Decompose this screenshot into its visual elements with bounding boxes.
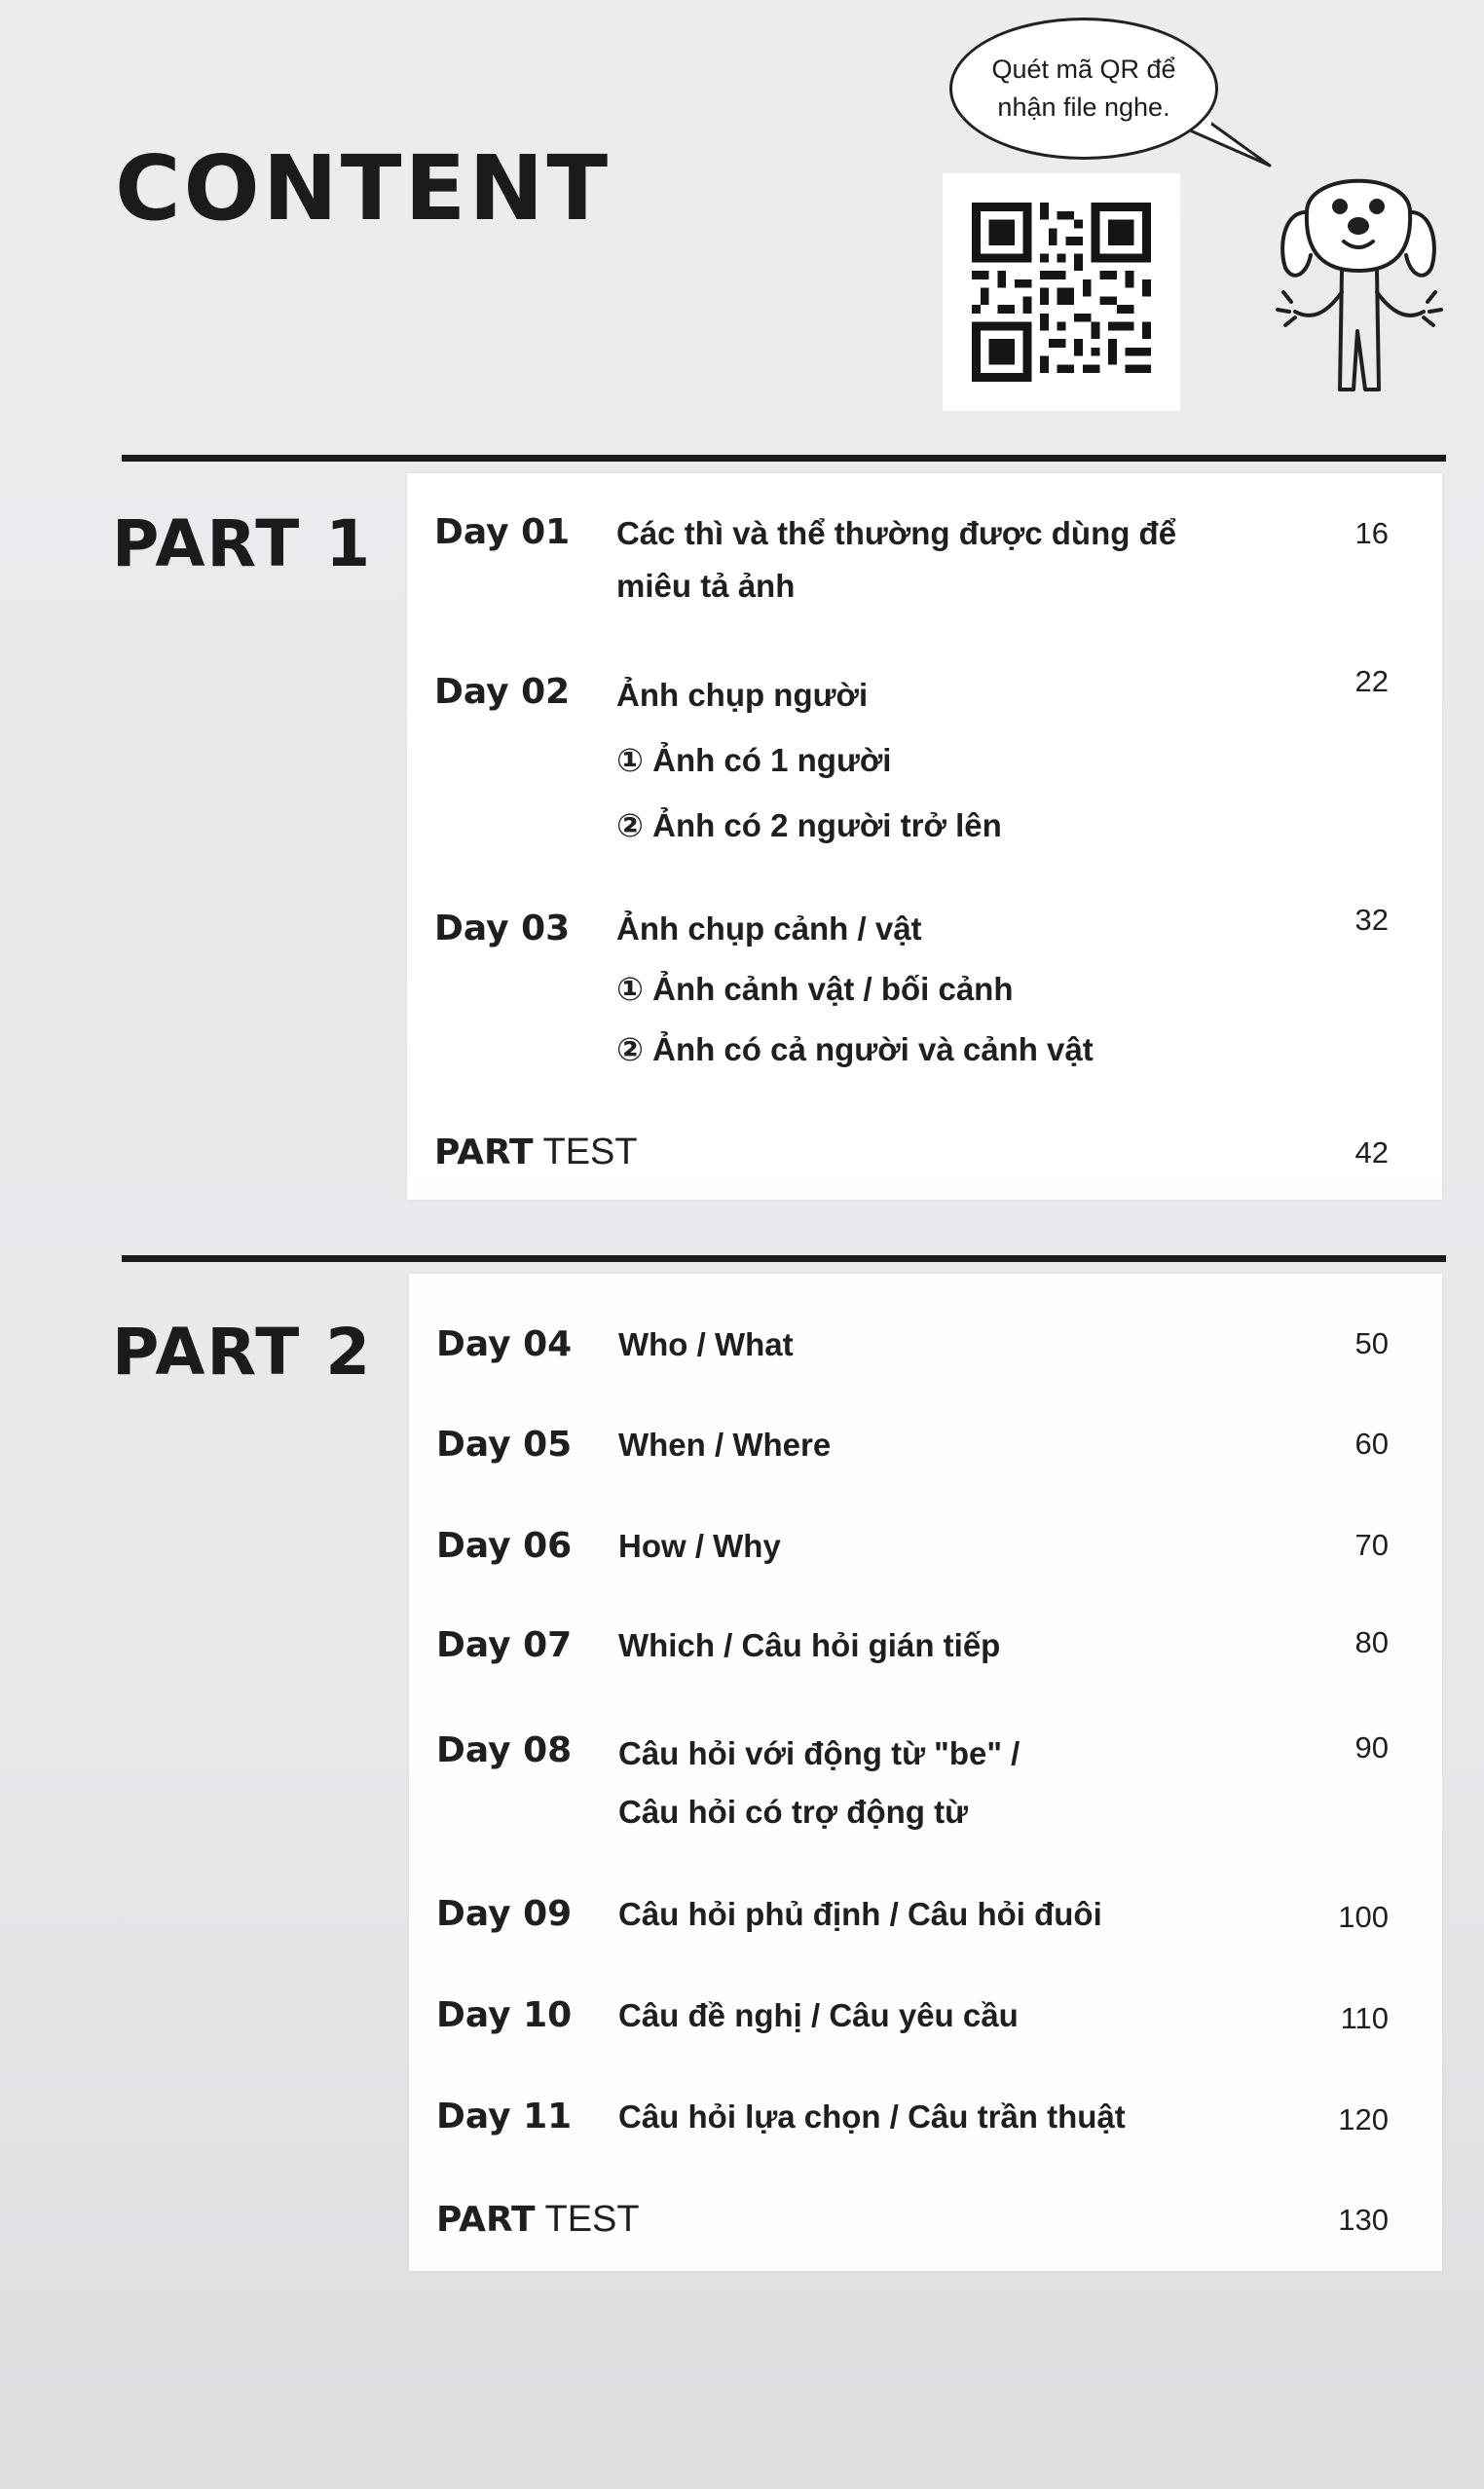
- entry-title-line: Câu hỏi có trợ động từ: [618, 1794, 968, 1830]
- page-number: 16: [1354, 516, 1389, 550]
- page-number: 110: [1340, 2001, 1389, 2035]
- section-divider-part-2: [122, 1255, 1446, 1262]
- page-number: 70: [1354, 1528, 1389, 1562]
- entry-title-line: When / Where: [618, 1427, 832, 1463]
- speech-bubble: [949, 18, 1218, 160]
- page-number: 22: [1354, 664, 1389, 698]
- toc-panel-part-2: [409, 1274, 1442, 2271]
- page-title: CONTENT: [115, 136, 612, 241]
- part-test-rest: TEST: [544, 2199, 640, 2240]
- day-label: Day 05: [436, 1425, 573, 1465]
- qr-code-icon[interactable]: [943, 173, 1180, 411]
- page-number: 42: [1354, 1135, 1389, 1170]
- entry-title-line: Câu đề nghị / Câu yêu cầu: [618, 1997, 1019, 2033]
- entry-title-line: Ảnh chụp cảnh / vật: [616, 910, 922, 947]
- day-label: Day 09: [436, 1894, 573, 1934]
- day-label: Day 06: [436, 1526, 573, 1566]
- page-number: 60: [1354, 1427, 1389, 1461]
- entry-title: [616, 662, 1002, 858]
- part-label-2: PART 2: [112, 1315, 373, 1390]
- page-number: 90: [1354, 1730, 1389, 1765]
- day-label: Day 02: [434, 672, 571, 712]
- entry-title-line: Các thì và thể thường được dùng để: [616, 515, 1177, 551]
- page-number: 32: [1354, 903, 1389, 937]
- part-test-bold: PART: [434, 1133, 534, 1172]
- day-label: Day 07: [436, 1625, 573, 1665]
- day-label: Day 04: [436, 1324, 573, 1364]
- part-test-label: [434, 1132, 638, 1173]
- entry-title-line: ② Ảnh có 2 người trở lên: [616, 807, 1002, 843]
- page-number: 50: [1354, 1326, 1389, 1360]
- entry-title-line: How / Why: [618, 1528, 781, 1564]
- day-label: Day 10: [436, 1995, 573, 2035]
- entry-title-line: Ảnh chụp người: [616, 677, 869, 713]
- entry-title-line: miêu tả ảnh: [616, 568, 796, 604]
- qr-code-graphic: [972, 203, 1151, 382]
- entry-title-line: Câu hỏi phủ định / Câu hỏi đuôi: [618, 1896, 1102, 1932]
- day-label: Day 03: [434, 909, 571, 948]
- entry-title-line: Which / Câu hỏi gián tiếp: [618, 1627, 1001, 1663]
- entry-title: [618, 1989, 1019, 2042]
- entry-title-line: Câu hỏi với động từ "be" /: [618, 1735, 1020, 1771]
- part-test-bold: PART: [436, 2200, 536, 2240]
- entry-title-line: ① Ảnh cảnh vật / bối cảnh: [616, 971, 1014, 1007]
- entry-title: [618, 2091, 1126, 2143]
- page-number: 80: [1354, 1625, 1389, 1659]
- day-label: Day 01: [434, 512, 571, 552]
- part-test-rest: TEST: [542, 1132, 638, 1172]
- day-label: Day 08: [436, 1730, 573, 1770]
- entry-title-line: Who / What: [618, 1326, 794, 1362]
- page-number: 120: [1338, 2102, 1389, 2136]
- part-test-label: [436, 2199, 640, 2241]
- entry-title: [618, 1888, 1102, 1941]
- entry-title: [618, 1725, 1020, 1841]
- day-label: Day 11: [436, 2097, 573, 2136]
- entry-title: [618, 1619, 1000, 1672]
- dog-mascot-icon: [1256, 146, 1461, 419]
- entry-title-line: ② Ảnh có cả người và cảnh vật: [616, 1031, 1094, 1067]
- entry-title: [616, 507, 1176, 613]
- entry-title-line: Câu hỏi lựa chọn / Câu trần thuật: [618, 2099, 1126, 2135]
- entry-title: [616, 899, 1094, 1080]
- part-label-1: PART 1: [112, 506, 373, 581]
- entry-title-line: ① Ảnh có 1 người: [616, 742, 892, 778]
- speech-bubble-line-2: nhận file nghe.: [997, 93, 1170, 122]
- entry-title: [618, 1419, 831, 1471]
- toc-panel-part-1: [407, 473, 1442, 1200]
- page-number: 130: [1338, 2203, 1389, 2237]
- entry-title: [618, 1319, 794, 1371]
- section-divider-part-1: [122, 455, 1446, 462]
- speech-bubble-line-1: Quét mã QR để: [991, 54, 1176, 84]
- page-number: 100: [1338, 1900, 1389, 1934]
- entry-title: [618, 1520, 781, 1573]
